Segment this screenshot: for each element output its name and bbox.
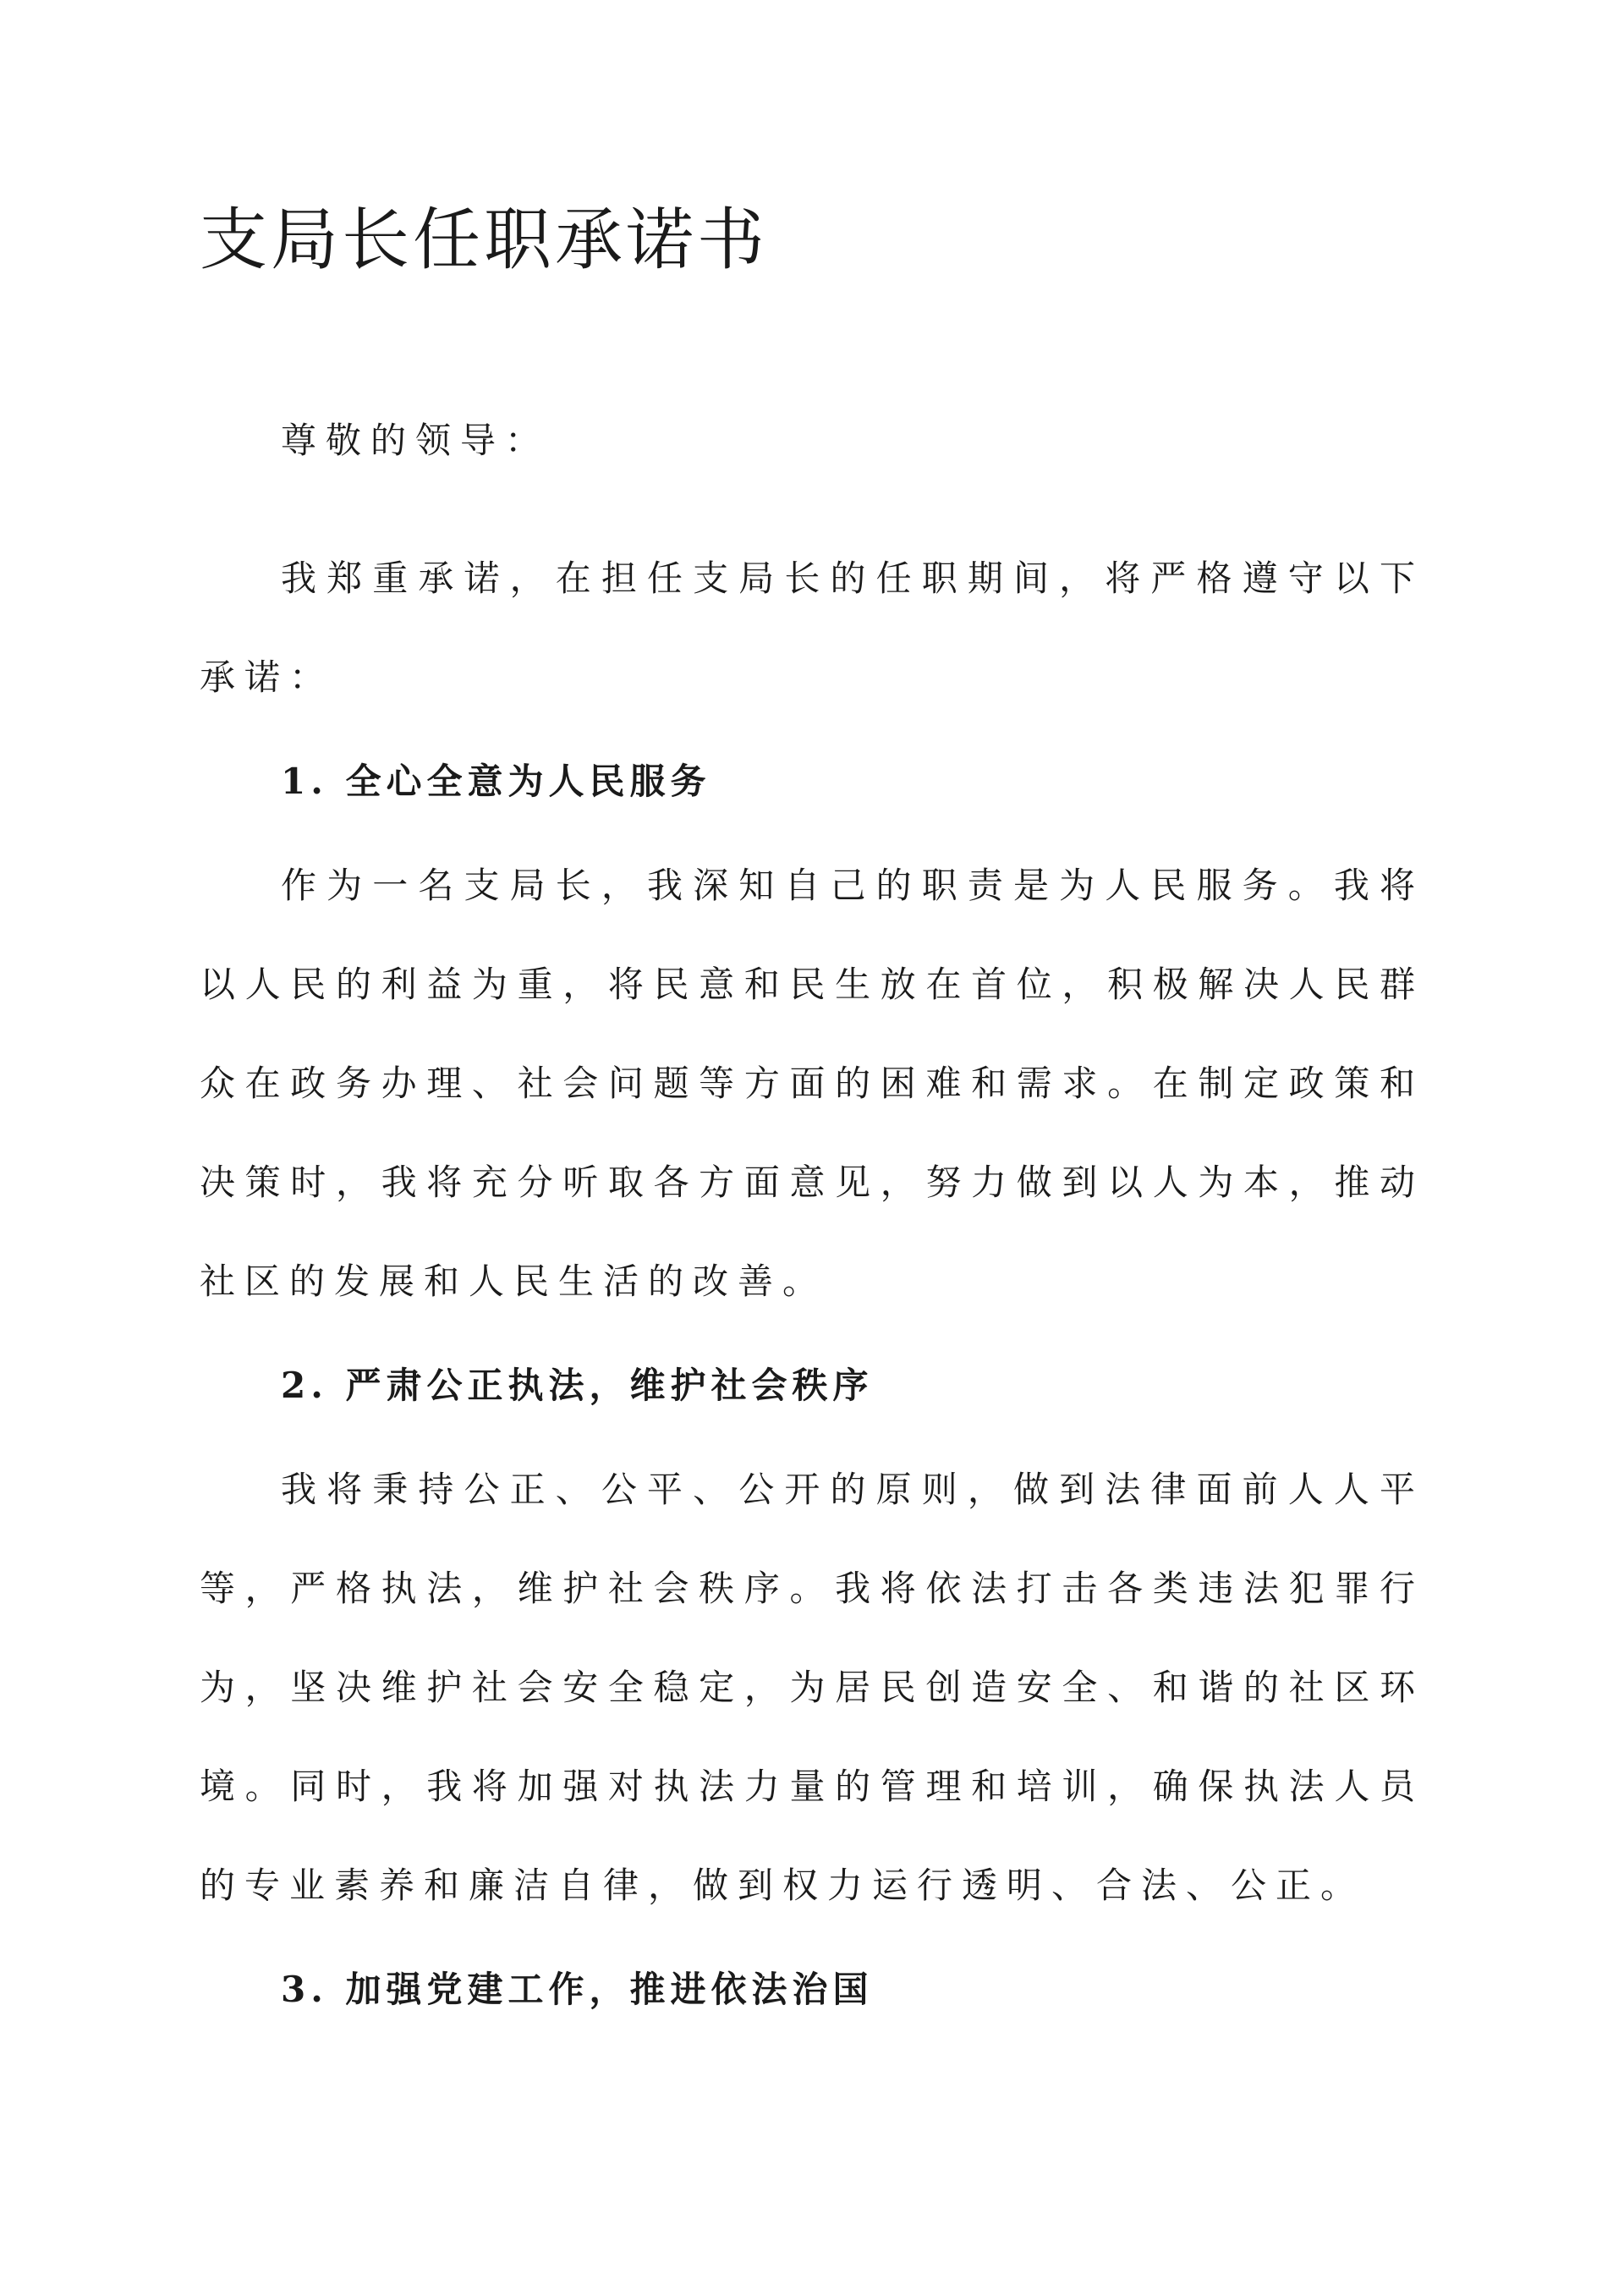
- salutation: 尊敬的领导：: [281, 420, 551, 461]
- section-heading-1: 1. 全心全意为人民服务: [281, 761, 711, 802]
- section-heading-2: 2. 严肃公正执法，维护社会秩序: [281, 1365, 874, 1406]
- section-heading-3: 3. 加强党建工作，推进依法治国: [281, 1969, 874, 2010]
- document-title: 支局长任职承诺书: [200, 200, 768, 279]
- section-body-2: 我将秉持公正、公平、公开的原则，做到法律面前人人平等，严格执法，维护社会秩序。我将依法打击各类违法犯罪行为，坚决维护社会安全稳定，为居民创造安全、和谐的社区环境。同时，我将加强对执法力量的管理和培训，确保执法人员的专业素养和廉洁自律，做到权力运行透明、合法、公正。: [200, 1469, 1424, 1906]
- section-body-1: 作为一名支局长，我深知自己的职责是为人民服务。我将以人民的利益为重，将民意和民生放在首位，积极解决人民群众在政务办理、社会问题等方面的困难和需求。在制定政策和决策时，我将充分听取各方面意见，努力做到以人为本，推动社区的发展和人民生活的改善。: [200, 865, 1424, 1302]
- document-body: [200, 391, 1424, 2044]
- intro-paragraph: 我郑重承诺，在担任支局长的任职期间，将严格遵守以下承诺：: [200, 558, 1424, 698]
